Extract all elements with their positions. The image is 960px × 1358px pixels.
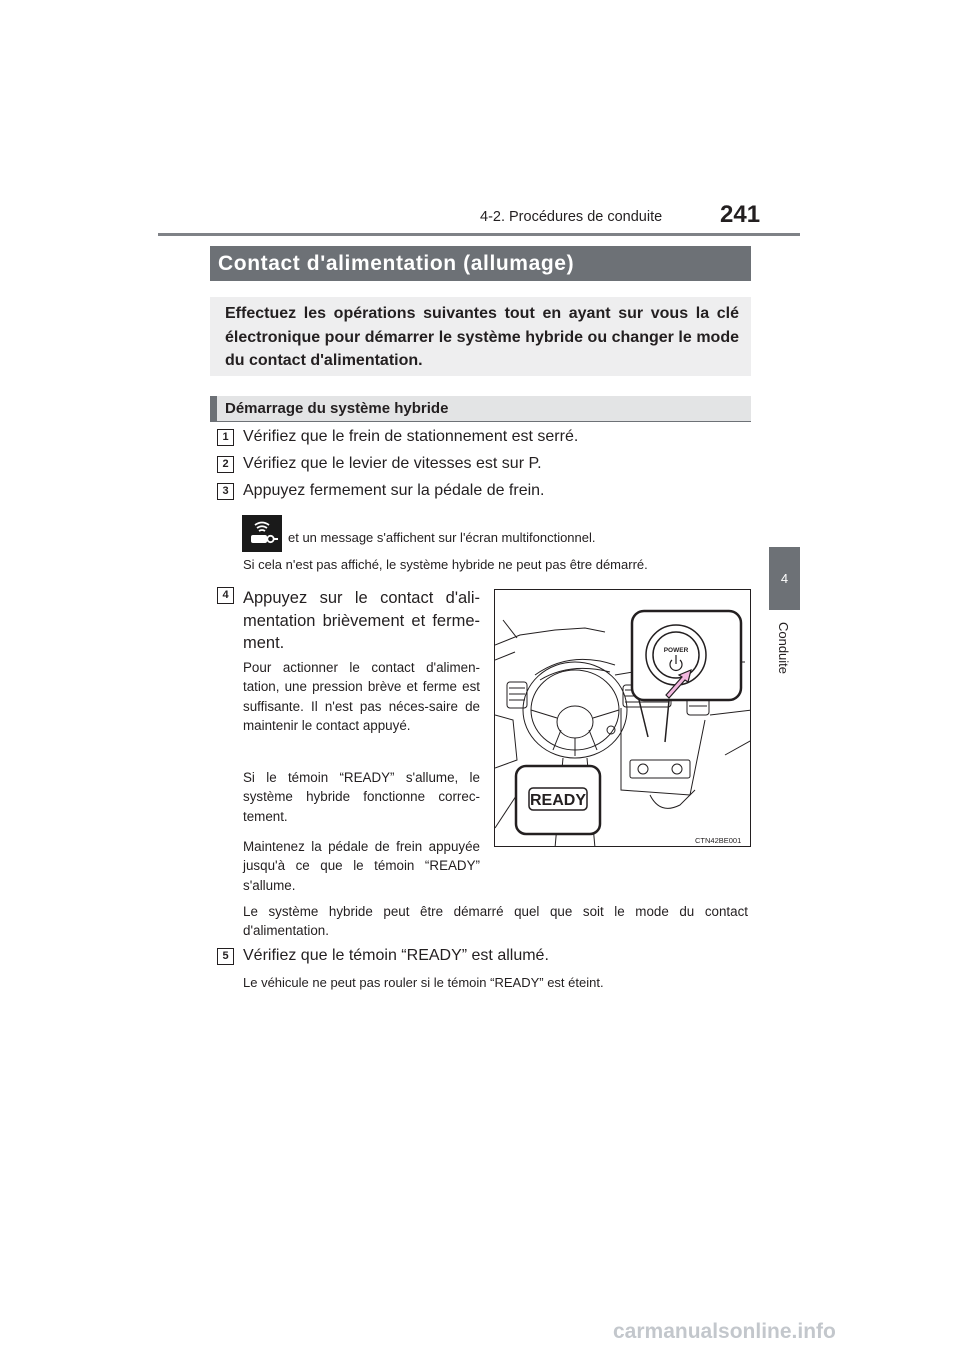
step-number-5: 5 — [217, 948, 234, 965]
step-2-text: Vérifiez que le levier de vitesses est sur P. — [243, 455, 542, 472]
chapter-label: Conduite — [776, 621, 791, 675]
header-rule — [158, 233, 800, 236]
step-3-text: Appuyez fermement sur la pédale de frein. — [243, 482, 545, 499]
step-5-note: Le véhicule ne peut pas rouler si le témoin “READY” est éteint. — [243, 975, 604, 990]
step-4-para-1: Pour actionner le contact d'alimen-tation, une pression brève et ferme est suffisante. Il n'est pas néces-saire de maintenir le contact appuyé. — [243, 660, 480, 734]
step-1-text: Vérifiez que le frein de stationnement est serré. — [243, 428, 579, 445]
section-title-bar — [210, 246, 751, 281]
step-number-3: 3 — [217, 483, 234, 500]
intro-box — [210, 297, 751, 376]
page-number: 241 — [720, 201, 761, 228]
illustration-caption: CTN42BE001 — [695, 836, 742, 845]
chapter-tab — [769, 547, 800, 610]
intro-text: Effectuez les opérations suivantes tout en ayant sur vous la clé électronique pour démarrer le système hybride ou changer le mode du contact d'alimentation. — [225, 305, 739, 370]
step-3-note: Si cela n'est pas affiché, le système hybride ne peut pas être démarré. — [243, 557, 648, 572]
power-label: POWER — [663, 647, 689, 654]
step-4-para-2: Si le témoin “READY” s'allume, le système hybride fonctionne correc-tement. — [243, 770, 480, 824]
subheading-rule — [210, 421, 751, 422]
step-5-text: Vérifiez que le témoin “READY” est allumé. — [243, 947, 549, 964]
step-4-text: Appuyez sur le contact d'ali-mentation brièvement et ferme-ment. — [243, 589, 480, 652]
step-number-4: 4 — [217, 587, 234, 604]
subheading: Démarrage du système hybride — [225, 400, 449, 417]
step-number-2: 2 — [217, 456, 234, 473]
watermark: carmanualsonline.info — [613, 1320, 836, 1343]
subheading-bar — [210, 396, 751, 421]
subheading-accent — [210, 396, 217, 421]
section-title: Contact d'alimentation (allumage) — [218, 252, 575, 275]
chapter-number: 4 — [780, 571, 789, 586]
step-3-icon-note: et un message s'affichent sur l'écran multifonctionnel. — [288, 530, 596, 545]
key-message-icon — [242, 515, 282, 552]
ready-label: READY — [529, 792, 587, 809]
dashboard-illustration — [494, 589, 751, 847]
header-section: 4-2. Procédures de conduite — [480, 209, 663, 225]
step-4-para-4: Le système hybride peut être démarré quel que soit le mode du contact d'alimentation. — [243, 904, 748, 939]
dashboard-drawing — [495, 590, 751, 847]
step-number-1: 1 — [217, 429, 234, 446]
step-4-para-3: Maintenez la pédale de frein appuyée jusqu'à ce que le témoin “READY” s'allume. — [243, 839, 480, 893]
